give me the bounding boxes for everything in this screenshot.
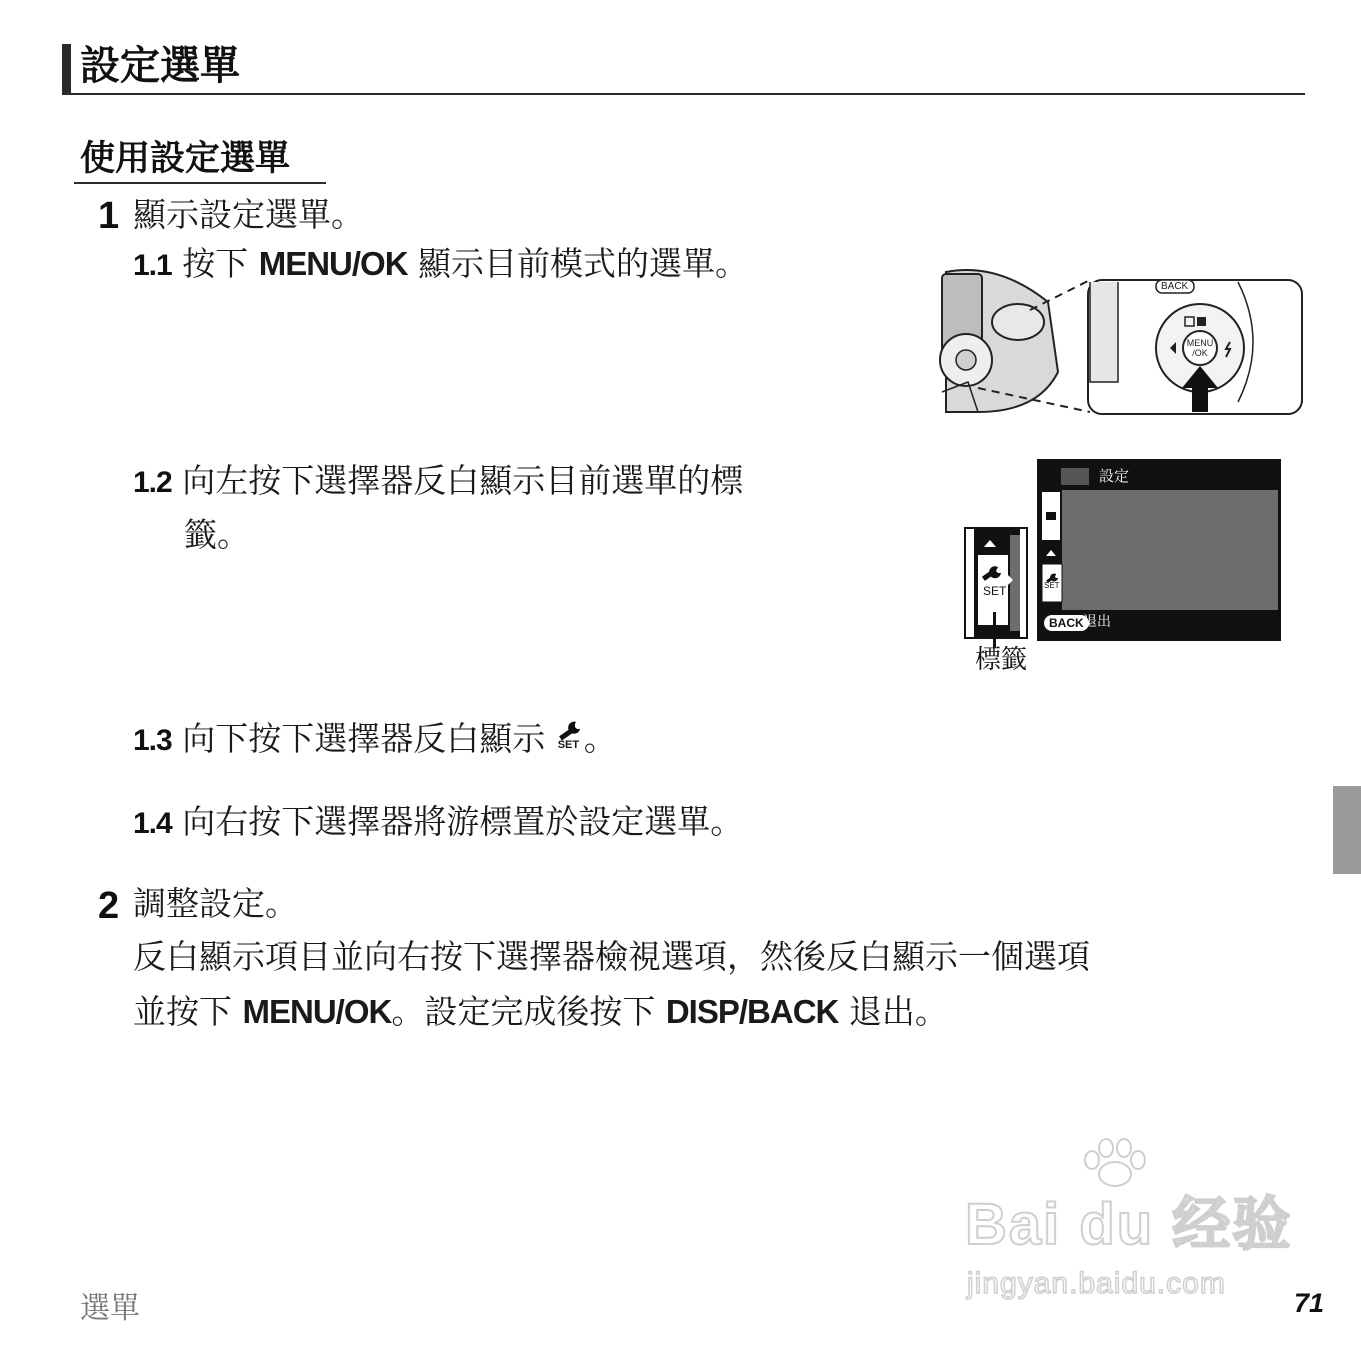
- menu-ok-key: MENU/OK: [242, 993, 392, 1030]
- chapter-thumb-tab: [1333, 786, 1361, 874]
- back-button-label: BACK: [1161, 281, 1189, 292]
- text-part: 退出。: [838, 992, 948, 1031]
- substep-text-line1: 向左按下選擇器反白顯示目前選單的標: [182, 461, 744, 500]
- step-2-text: 調整設定。: [133, 884, 298, 923]
- substep-number: 1.4: [133, 807, 172, 840]
- zoom-set-tab-label: SET: [983, 584, 1007, 598]
- text-part: 並按下: [133, 992, 243, 1031]
- footer-section-label: 選單: [80, 1291, 140, 1326]
- set-icon-label: SET: [557, 739, 580, 751]
- substep-text-after: 顯示目前模式的選單。: [407, 244, 749, 283]
- watermark-url: jingyan.baidu.com: [967, 1267, 1226, 1300]
- header-rule: [62, 93, 1305, 95]
- substep-1-1: [133, 242, 748, 288]
- substep-1-2: [133, 459, 743, 505]
- step-2-paragraph-line2: [133, 990, 948, 1034]
- back-exit-text: 退出: [1083, 614, 1111, 630]
- tab-label: 標籤: [975, 645, 1028, 675]
- section-title-underline: [74, 182, 326, 184]
- step-1-number: 1: [98, 195, 120, 237]
- substep-text: 向下按下選擇器反白顯示: [182, 719, 546, 758]
- substep-end: 。: [583, 719, 617, 758]
- camera-back-illustration: [938, 262, 1308, 422]
- menu-screen-title: 設定: [1099, 467, 1130, 485]
- step-2-paragraph-line1: 反白顯示項目並向右按下選擇器檢視選項，然後反白顯示一個選項: [133, 937, 1090, 976]
- paw-logo-icon: [1070, 1138, 1160, 1188]
- wrench-set-icon: [556, 720, 584, 754]
- menu-ok-key: MENU/OK: [258, 245, 408, 282]
- header-accent-bar: [62, 44, 71, 95]
- page-number: 71: [1294, 1288, 1325, 1318]
- disp-back-key: DISP/BACK: [665, 993, 839, 1030]
- watermark-brand: Bai du 经验: [965, 1192, 1293, 1257]
- step-1-text: 顯示設定選單。: [133, 195, 364, 234]
- substep-1-2-line2: 籤。: [184, 515, 250, 554]
- tab-zoom-graphic: [966, 529, 1026, 637]
- substep-text: 向右按下選擇器將游標置於設定選單。: [182, 802, 744, 841]
- menu-ok-button-label: MENU /OK: [1186, 338, 1214, 358]
- substep-1-3: [133, 717, 617, 763]
- substep-1-4: [133, 800, 743, 846]
- substep-text-before: 按下: [182, 244, 259, 283]
- substep-number: 1.2: [133, 466, 172, 499]
- menu-title-chip: [1061, 468, 1089, 485]
- text-part: 。設定完成後按下: [391, 992, 666, 1031]
- menu-content-panel: [1062, 490, 1278, 610]
- substep-number: 1.3: [133, 724, 172, 757]
- screen-set-tab-label: SET: [1044, 581, 1060, 590]
- substep-number: 1.1: [133, 249, 172, 282]
- page-title: 設定選單: [80, 43, 240, 89]
- back-badge: BACK: [1044, 615, 1089, 631]
- menu-tab-strip: [1040, 490, 1064, 610]
- step-2-number: 2: [98, 885, 120, 927]
- section-title: 使用設定選單: [80, 139, 291, 179]
